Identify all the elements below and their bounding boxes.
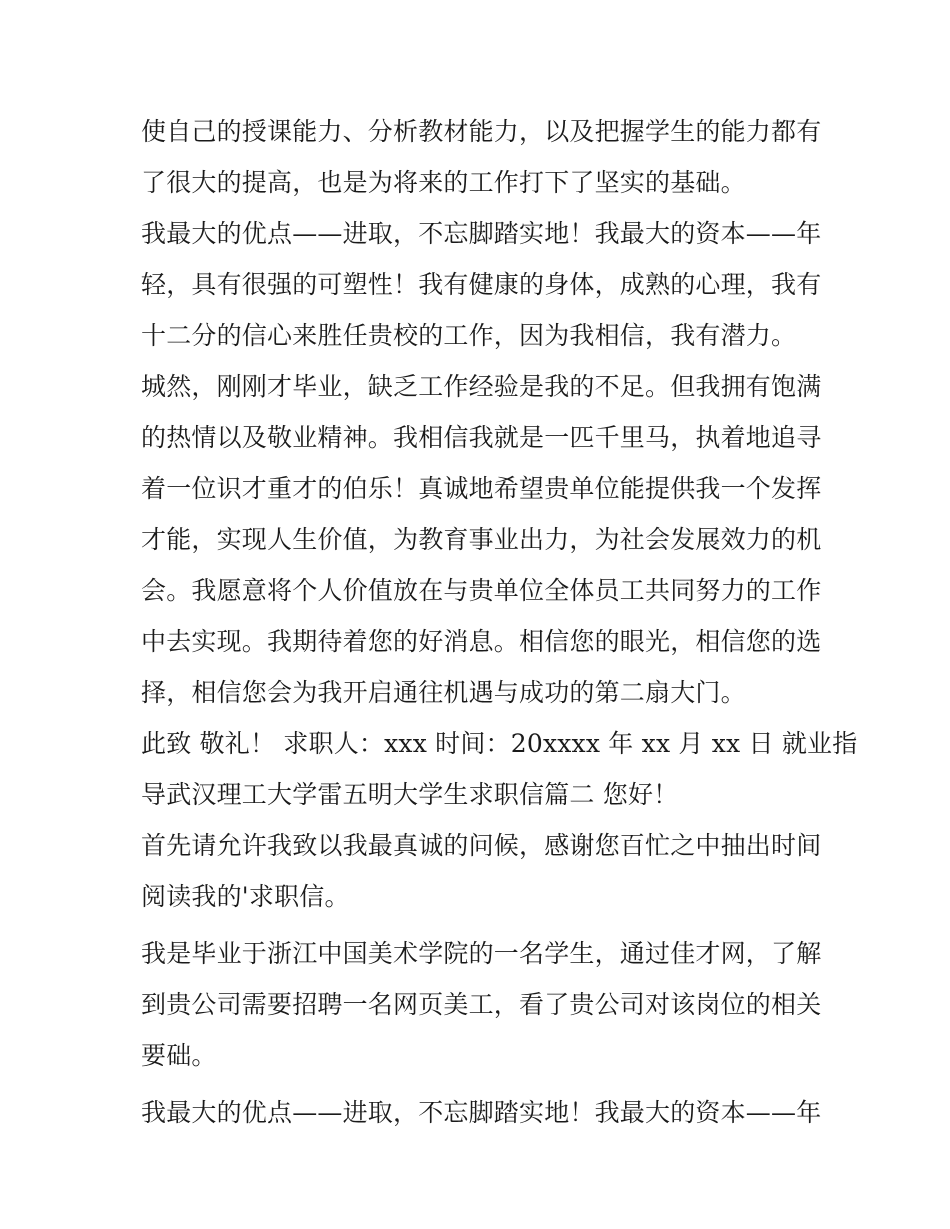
text-line: 中去实现。我期待着您的好消息。相信您的眼光，相信您的选 [141,627,822,656]
document-body [141,106,858,1138]
text-line: 我最大的优点——进取，不忘脚踏实地！我最大的资本——年 [141,1098,822,1127]
text-line: 使自己的授课能力、分析教材能力，以及把握学生的能力都有 [141,117,822,146]
text-line: 轻，具有很强的可塑性！我有健康的身体，成熟的心理，我有 [141,270,822,299]
text-line: 城然，刚刚才毕业，缺乏工作经验是我的不足。但我拥有饱满 [141,372,822,401]
text-line: 导武汉理工大学雷五明大学生求职信篇二 您好！ [141,780,679,809]
text-line: 此致 敬礼！ 求职人：xxx 时间：20xxxx 年 xx 月 xx 日 就业指 [141,729,858,758]
text-line: 阅读我的'求职信。 [141,882,350,911]
text-line: 的热情以及敬业精神。我相信我就是一匹千里马，执着地追寻 [141,423,822,452]
text-line: 首先请允许我致以我最真诚的问候，感谢您百忙之中抽出时间 [141,831,822,860]
text-line: 要础。 [141,1041,217,1070]
text-line: 我是毕业于浙江中国美术学院的一名学生，通过佳才网，了解 [141,939,822,968]
text-line: 着一位识才重才的伯乐！真诚地希望贵单位能提供我一个发挥 [141,474,822,503]
text-line: 才能，实现人生价值，为教育事业出力，为社会发展效力的机 [141,525,822,554]
text-line: 到贵公司需要招聘一名网页美工，看了贵公司对该岗位的相关 [141,990,822,1019]
text-line: 十二分的信心来胜任贵校的工作，因为我相信，我有潜力。 [141,321,797,350]
text-line: 了很大的提高，也是为将来的工作打下了坚实的基础。 [141,168,746,197]
text-line: 我最大的优点——进取，不忘脚踏实地！我最大的资本——年 [141,219,822,248]
text-line: 会。我愿意将个人价值放在与贵单位全体员工共同努力的工作 [141,576,822,605]
text-line: 择，相信您会为我开启通往机遇与成功的第二扇大门。 [141,678,746,707]
